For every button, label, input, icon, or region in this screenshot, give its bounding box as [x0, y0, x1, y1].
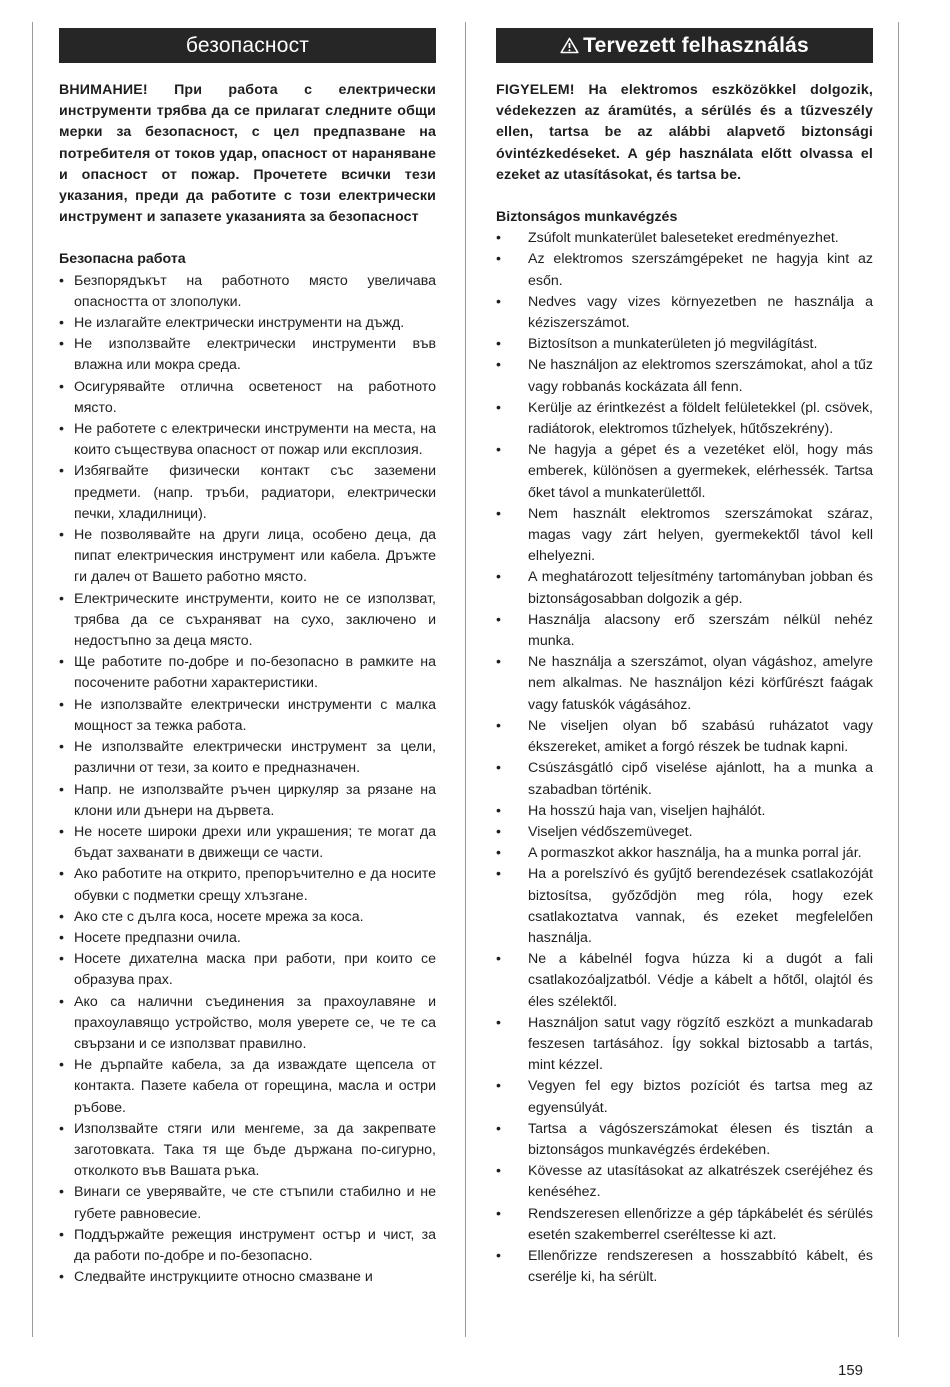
bullet-icon: • — [496, 1120, 501, 1137]
safety-list-item — [496, 1013, 873, 1077]
safety-list-item — [496, 822, 873, 843]
safety-list-item-text: Tartsa a vágószerszámokat élesen és tisztán a biztonságos munkavégzés érdekében. — [528, 1120, 873, 1158]
safety-list-item — [496, 249, 873, 291]
safety-list-item — [496, 1119, 873, 1161]
safety-list-item — [496, 504, 873, 568]
safety-list-hungarian — [496, 228, 873, 1288]
warning-triangle-icon — [560, 30, 579, 65]
safety-list-item — [496, 440, 873, 504]
safety-list-item — [59, 1225, 436, 1267]
safety-list-item-text: Ne a kábelnél fogva húzza ki a dugót a fali csatlakozóaljzatból. Védje a kábelt a hőtől, olajtól és éles szélektől. — [528, 951, 873, 1010]
bullet-icon: • — [496, 654, 501, 671]
safety-list-item-text: Не използвайте електрически инструменти във влажна или мокра среда. — [74, 336, 436, 374]
safety-list-item — [59, 737, 436, 779]
left-column-rule — [32, 22, 33, 1337]
safety-list-item — [59, 334, 436, 376]
safety-list-item-text: Biztosítson a munkaterületen jó megvilágítást. — [528, 336, 818, 353]
safety-list-item-text: Nem használt elektromos szerszámokat száraz, magas vagy zárt helyen, gyermekektől távol kell elhelyezni. — [528, 505, 873, 565]
bullet-icon: • — [59, 1057, 64, 1074]
bullet-icon: • — [496, 760, 501, 777]
safety-list-item-text: Kövesse az utasításokat az alkatrészek cseréjéhez és kenéséhez. — [528, 1163, 873, 1201]
safety-list-item-text: Поддържайте режещия инструмент остър и чист, за да работи по-добре и по-безопасно. — [74, 1226, 436, 1264]
bullet-icon: • — [496, 230, 501, 247]
safety-list-item — [59, 271, 436, 313]
bullet-icon: • — [59, 463, 64, 480]
safety-list-item-text: Vegyen fel egy biztos pozíciót és tartsa meg az egyensúlyát. — [528, 1078, 873, 1116]
safety-list-item-text: Az elektromos szerszámgépeket ne hagyja kint az esőn. — [528, 251, 873, 289]
safety-list-item-text: Csúszásgátló cipő viselése ajánlott, ha a munka a szabadban történik. — [528, 760, 873, 798]
safety-list-item — [496, 1204, 873, 1246]
safety-list-item-text: Електрическите инструменти, които не се използват, трябва да се съхраняват на сухо, заключено и недостъпно за деца място. — [74, 590, 436, 650]
safety-list-item-text: Не работете с електрически инструменти на места, на които съществува опасност от пожар или експлозия. — [74, 421, 436, 459]
safety-list-item-text: Ако са налични съединения за прахоулавяне и прахоулавящо устройство, моля уверете се, че те са свързани и се използват правилно. — [74, 993, 436, 1052]
safety-list-item-text: Ne hagyja a gépet és a vezetéket elöl, hogy más emberek, különösen a gyermekek, elérhessék. Tartsa őket távol a munkaterülettől. — [528, 442, 873, 501]
bullet-icon: • — [59, 272, 64, 289]
bullet-icon: • — [59, 421, 64, 438]
bullet-icon: • — [59, 654, 64, 671]
safety-list-item — [59, 822, 436, 864]
safety-list-item — [496, 334, 873, 355]
bullet-icon: • — [496, 866, 501, 883]
safety-list-item — [496, 398, 873, 440]
safety-list-item — [59, 864, 436, 906]
safety-list-item — [59, 589, 436, 653]
bullet-icon: • — [59, 823, 64, 840]
bullet-icon: • — [59, 1226, 64, 1243]
warning-paragraph-hungarian: FIGYELEM! Ha elektromos eszközökkel dolgozik, védekezzen az áramütés, a sérülés és a tűzveszély ellen, tartsa be az alábbi alapvető biztonsági óvintézkedéseket. A gép használata előtt olvassa el ezeket az utasításokat, és tartsa be. — [496, 82, 873, 183]
bullet-icon: • — [59, 951, 64, 968]
safety-list-item — [496, 610, 873, 652]
bullet-icon: • — [59, 1184, 64, 1201]
safety-list-item — [496, 949, 873, 1013]
bullet-icon: • — [59, 866, 64, 883]
safety-list-item-text: A pormaszkot akkor használja, ha a munka porral jár. — [528, 845, 862, 862]
safety-list-item — [59, 419, 436, 461]
bullet-icon: • — [59, 993, 64, 1010]
safety-list-item-text: Ha hosszú haja van, viseljen hajhálót. — [528, 802, 766, 819]
section-header-bulgarian-text: безопасност — [185, 34, 310, 57]
safety-list-item — [59, 525, 436, 589]
safety-list-item — [59, 1055, 436, 1119]
safety-list-item-text: Ellenőrizze rendszeresen a hosszabbító kábelt, és cserélje ki, ha sérült. — [528, 1247, 873, 1286]
safety-list-item — [59, 907, 436, 928]
bullet-icon: • — [59, 590, 64, 607]
safety-list-item-text: Használja alacsony erő szerszám nélkül nehéz munka. — [528, 611, 873, 650]
safety-list-item — [496, 864, 873, 949]
safety-list-item — [496, 355, 873, 397]
safety-list-item — [496, 758, 873, 800]
bullet-icon: • — [59, 527, 64, 544]
bullet-icon: • — [496, 611, 501, 628]
safety-list-item — [496, 843, 873, 864]
page-number: 159 — [838, 1362, 864, 1379]
safety-list-item-text: Безпорядъкът на работното място увеличава опасността от злополуки. — [74, 272, 436, 310]
safety-list-item-text: Ne viseljen olyan bő szabású ruházatot vagy ékszereket, amiket a forgó részek be tudnak kapni. — [528, 717, 873, 756]
safety-list-item-text: Не използвайте електрически инструмент за цели, различни от тези, за които е предназначен. — [74, 739, 436, 777]
safety-list-item-text: Viseljen védőszemüveget. — [528, 823, 693, 840]
bullet-icon: • — [496, 357, 501, 374]
safety-list-item-text: Не използвайте електрически инструменти с малка мощност за тежка работа. — [74, 696, 436, 734]
bullet-icon: • — [496, 569, 501, 586]
safety-list-item — [59, 652, 436, 694]
safety-list-item-text: Használjon satut vagy rögzítő eszközt a munkadarab feszesen tartásához. Így sokkal biztosabb a tartás, mint kézzel. — [528, 1014, 873, 1074]
safety-list-item-text: Zsúfolt munkaterület baleseteket eredményezhet. — [528, 230, 839, 247]
bullet-icon: • — [59, 696, 64, 713]
bullet-icon: • — [59, 929, 64, 946]
bulgarian-safety-column — [59, 28, 436, 1288]
safety-list-item — [496, 567, 873, 609]
safety-list-item-text: Избягвайте физически контакт със заземени предмети. (напр. тръби, радиатори, електрически печки, хладилници). — [74, 463, 436, 522]
bullet-icon: • — [59, 908, 64, 925]
bullet-icon: • — [496, 336, 501, 353]
safety-list-item — [496, 292, 873, 334]
safety-list-item — [496, 1161, 873, 1203]
bullet-icon: • — [496, 442, 501, 459]
bullet-icon: • — [496, 1163, 501, 1180]
safety-list-item-text: Kerülje az érintkezést a földelt felületekkel (pl. csövek, radiátorok, elektromos tűzhelyek, hűtőszekrény). — [528, 399, 873, 438]
safety-list-item — [496, 228, 873, 249]
bullet-icon: • — [496, 1014, 501, 1031]
safety-list-item — [59, 1267, 436, 1288]
safety-list-item — [59, 1119, 436, 1183]
bullet-icon: • — [59, 781, 64, 798]
safety-list-item-text: Не носете широки дрехи или украшения; те могат да бъдат захванати в движещи се части. — [74, 823, 436, 862]
safety-list-item-text: Не дърпайте кабела, за да изваждате щепсела от контакта. Пазете кабела от горещина, масла и остри ръбове. — [74, 1057, 436, 1116]
safety-list-item — [59, 313, 436, 334]
hungarian-safety-column — [496, 28, 873, 1288]
safety-list-item — [59, 695, 436, 737]
subheading-safe-work-hungarian: Biztonságos munkavégzés — [496, 209, 678, 226]
bullet-icon: • — [59, 1269, 64, 1286]
safety-list-item — [496, 1246, 873, 1288]
section-header-hungarian — [496, 28, 873, 63]
safety-list-bulgarian — [59, 271, 436, 1289]
safety-list-item-text: Ne használja a szerszámot, olyan vágáshoz, amelyre nem alkalmas. Ne használjon kézi körfűrészt faágak vagy fatuskók vágásához. — [528, 654, 873, 713]
bullet-icon: • — [496, 505, 501, 522]
safety-list-item-text: Nedves vagy vizes környezetben ne használja a kéziszerszámot. — [528, 293, 873, 332]
safety-list-item — [59, 1182, 436, 1224]
bullet-icon: • — [496, 293, 501, 310]
safety-list-item — [496, 1076, 873, 1118]
section-header-bulgarian — [59, 28, 436, 63]
safety-list-item — [59, 949, 436, 991]
bullet-icon: • — [496, 1078, 501, 1095]
bullet-icon: • — [59, 336, 64, 353]
right-column-rule — [898, 22, 899, 1337]
bullet-icon: • — [496, 717, 501, 734]
safety-list-item — [59, 377, 436, 419]
safety-list-item — [496, 652, 873, 716]
safety-list-item — [59, 461, 436, 525]
safety-list-item-text: Ще работите по-добре и по-безопасно в рамките на посочените работни характеристики. — [74, 654, 436, 692]
bullet-icon: • — [496, 951, 501, 968]
safety-list-item-text: Носете предпазни очила. — [74, 929, 241, 946]
safety-list-item — [59, 928, 436, 949]
subheading-safe-work-bulgarian: Безопасна работа — [59, 251, 186, 268]
safety-list-item — [59, 780, 436, 822]
center-column-rule — [465, 22, 466, 1337]
safety-list-item-text: Следвайте инструкциите относно смазване и — [74, 1269, 373, 1286]
bullet-icon: • — [59, 1120, 64, 1137]
bullet-icon: • — [59, 378, 64, 395]
safety-list-item — [59, 992, 436, 1056]
safety-list-item-text: Осигурявайте отлична осветеност на работното място. — [74, 378, 436, 416]
safety-list-item-text: Ако сте с дълга коса, носете мрежа за коса. — [74, 908, 364, 925]
section-header-hungarian-text: Tervezett felhasználás — [583, 34, 809, 57]
bullet-icon: • — [496, 1205, 501, 1222]
bullet-icon: • — [496, 823, 501, 840]
bullet-icon: • — [59, 739, 64, 756]
bullet-icon: • — [496, 1247, 501, 1264]
bullet-icon: • — [496, 845, 501, 862]
safety-list-item-text: Ако работите на открито, препоръчително е да носите обувки с подметки срещу хлъзгане. — [74, 866, 436, 904]
safety-list-item-text: Не позволявайте на други лица, особено деца, да пипат електрическия инструмент или кабела. Дръжте ги далеч от Вашето работно място. — [74, 527, 436, 586]
bullet-icon: • — [496, 802, 501, 819]
bullet-icon: • — [59, 315, 64, 332]
bullet-icon: • — [496, 399, 501, 416]
warning-paragraph-bulgarian: ВНИМАНИЕ! При работа с електрически инструменти трябва да се прилагат следните общи мерки за безопасност, с цел предпазване на потребителя от токов удар, опасност от нараняване и опасност от пожар. Прочетете всички тези указания, преди да работите с този електрически инструмент и запазете указанията за безопасност — [59, 82, 436, 226]
safety-list-item-text: A meghatározott teljesítmény tartományban jobban és biztonságosabban dolgozik a gép. — [528, 569, 873, 607]
safety-list-item-text: Носете дихателна маска при работи, при които се образува прах. — [74, 951, 436, 989]
safety-list-item-text: Използвайте стяги или менгеме, за да закрепвате заготовката. Така тя ще бъде държана по-сигурно, отколкото във Вашата ръка. — [74, 1120, 436, 1180]
safety-list-item-text: Напр. не използвайте ръчен циркуляр за рязане на клони или дънери на дърветa. — [74, 781, 436, 819]
safety-list-item — [496, 716, 873, 758]
safety-list-item — [496, 801, 873, 822]
bullet-icon: • — [496, 251, 501, 268]
safety-list-item-text: Не излагайте електрически инструменти на дъжд. — [74, 315, 405, 332]
safety-list-item-text: Ne használjon az elektromos szerszámokat, ahol a tűz vagy robbanás kockázata áll fenn. — [528, 357, 873, 395]
safety-list-item-text: Ha a porelszívó és gyűjtő berendezések csatlakozóját biztosítsa, győződjön meg róla, hogy ezek csatlakoztatva vannak, és ezeket megfelelően használja. — [528, 866, 873, 946]
safety-list-item-text: Винаги се уверявайте, че сте стъпили стабилно и не губете равновесие. — [74, 1184, 436, 1222]
safety-list-item-text: Rendszeresen ellenőrizze a gép tápkábelét és sérülés esetén szakemberrel cseréltesse ki azt. — [528, 1205, 873, 1243]
